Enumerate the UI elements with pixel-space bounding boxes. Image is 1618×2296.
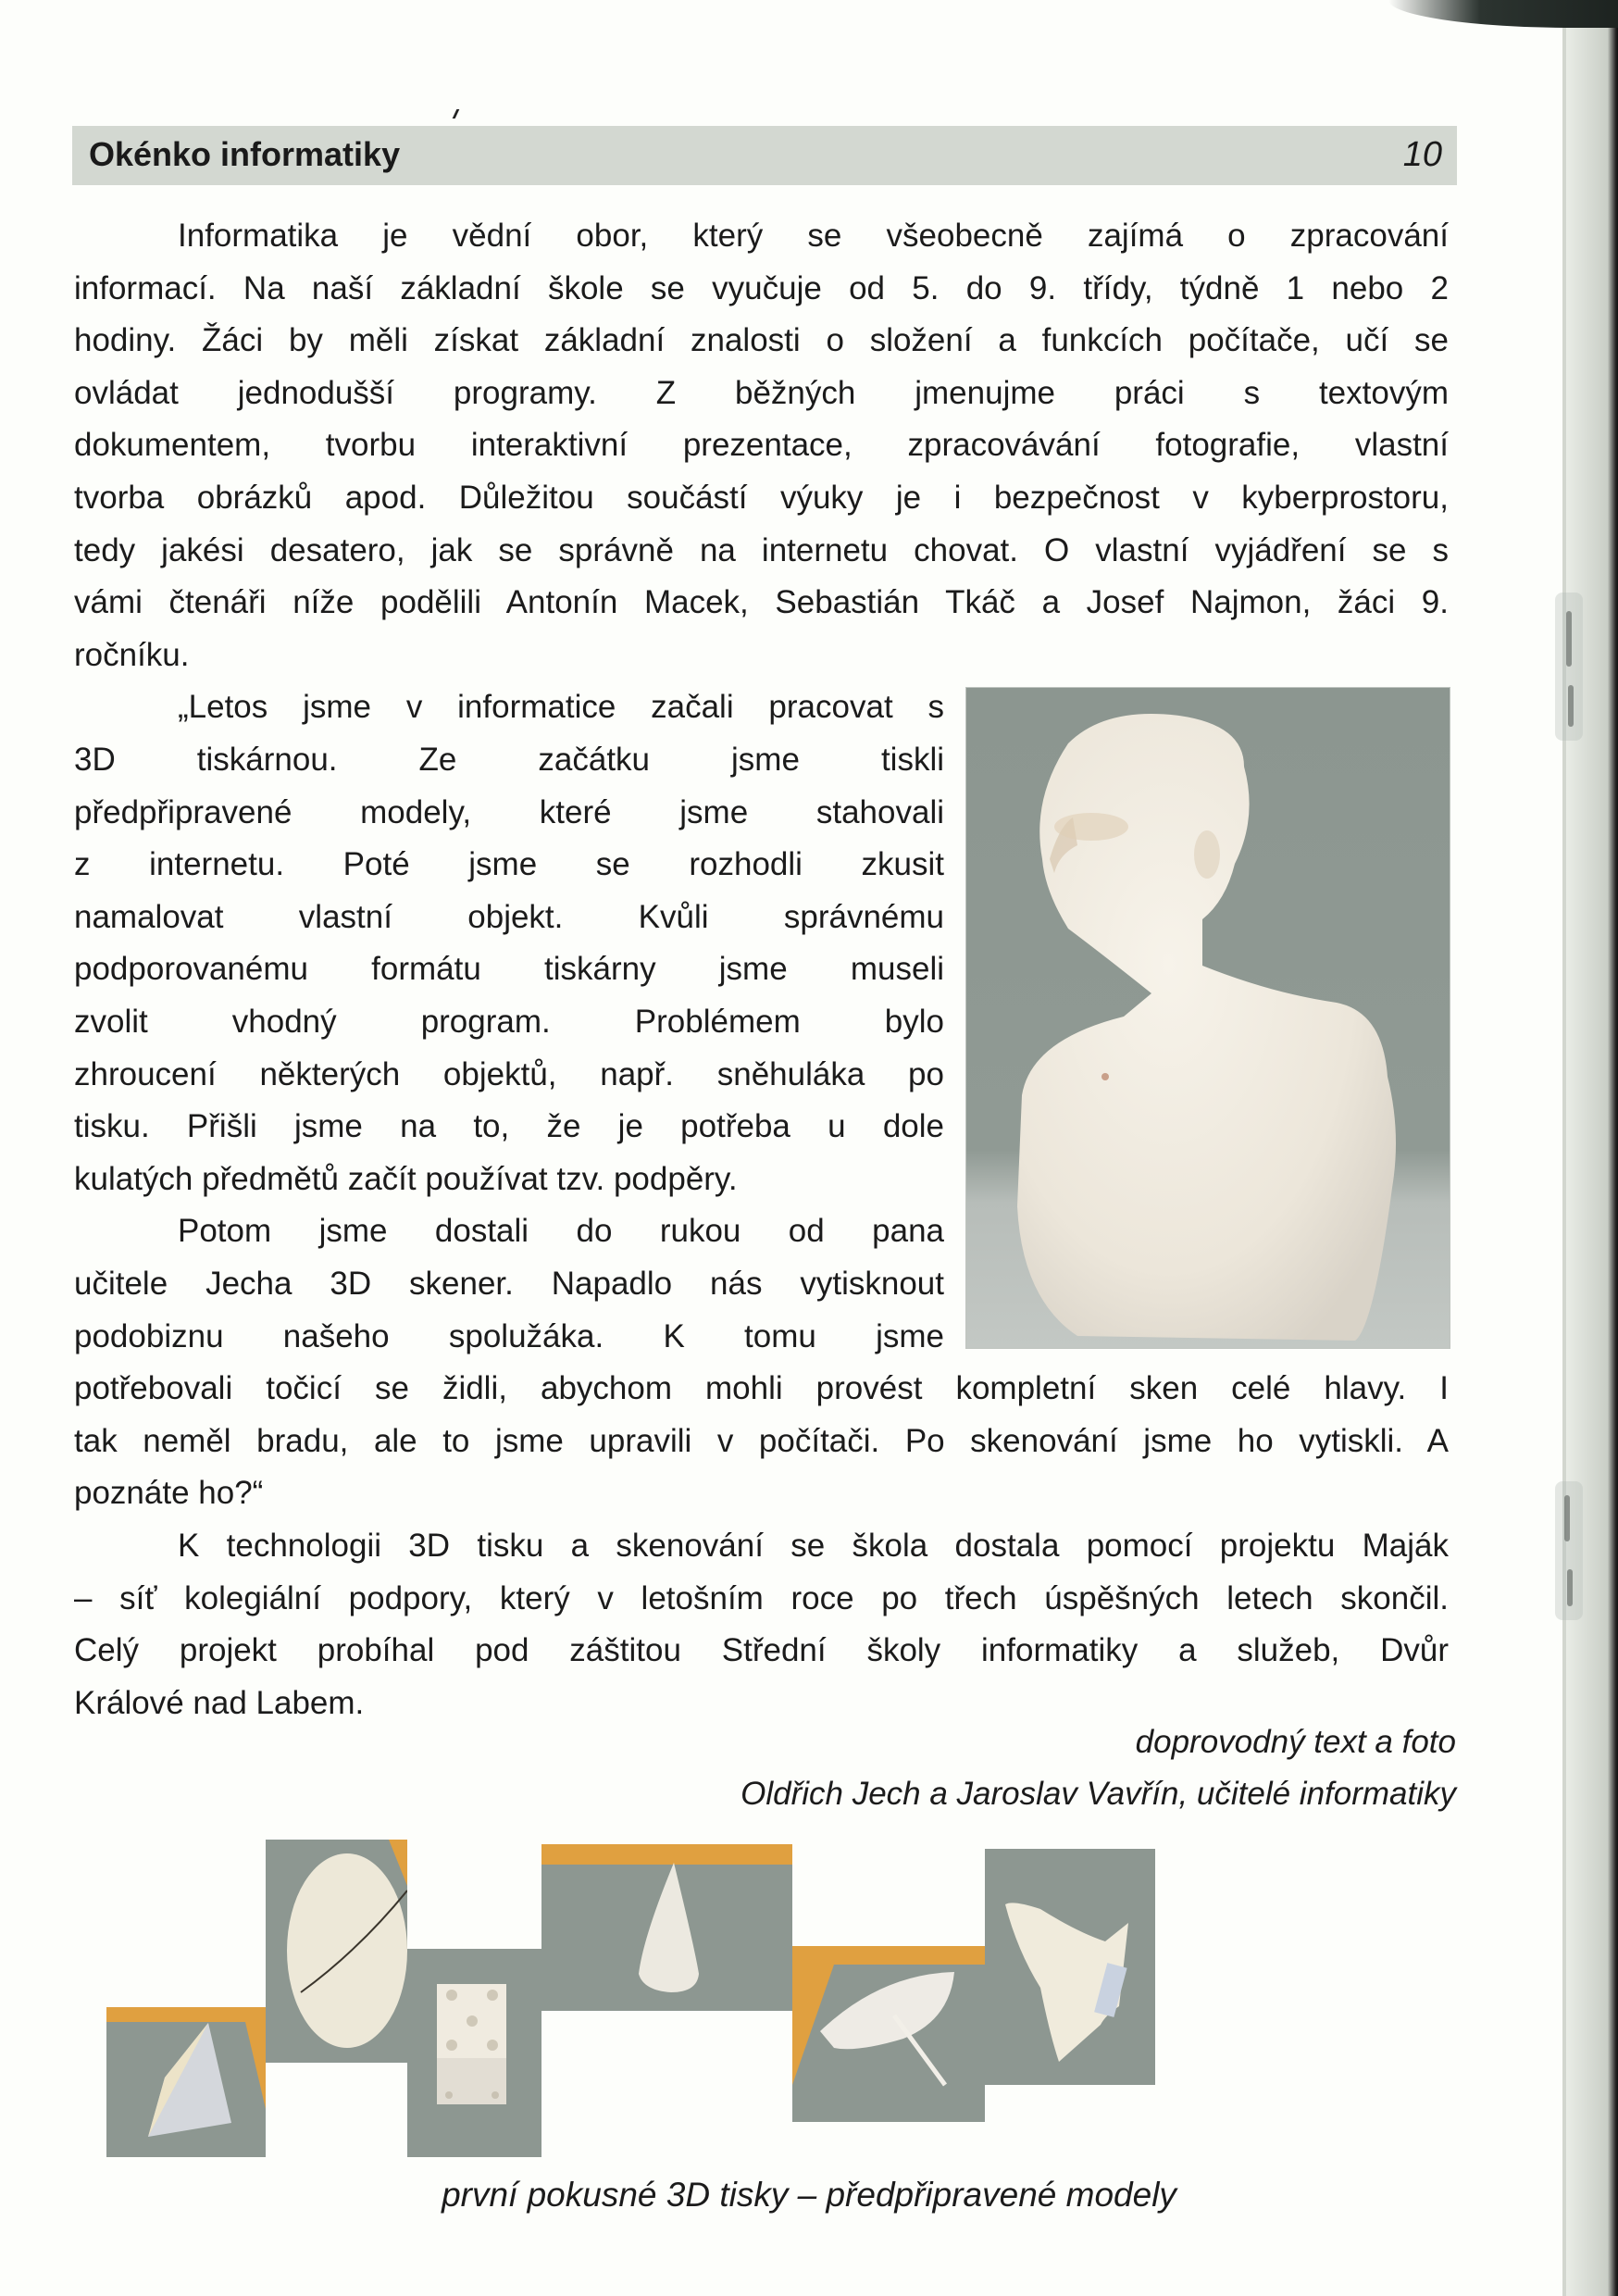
shuttle-figure [985, 1849, 1155, 2085]
boat-photo [792, 1946, 985, 2122]
sphere-figure [266, 1840, 407, 2063]
bust-figure [966, 688, 1450, 1348]
collage-caption: první pokusné 3D tisky – předpřipravené modely [442, 2176, 1176, 2214]
text-line: K technologii 3D tisku a skenování se škola dostala pomocí projektu Maják [178, 1528, 1449, 1564]
cone-photo [541, 1844, 792, 2011]
text-line: tedy jakési desatero, jak se správně na internetu chovat. O vlastní vyjádření se s [74, 532, 1449, 568]
text-line: zhroucení některých objektů, např. sněhuláka po [74, 1056, 944, 1092]
text-line: tak neměl bradu, ale to jsme upravili v počítači. Po skenování jsme ho vytiskli. A [74, 1423, 1449, 1459]
boat-figure [792, 1946, 985, 2122]
text-line: potřebovali točicí se židli, abychom mohli provést kompletní sken celé hlavy. I [74, 1370, 1449, 1406]
text-line: tvorba obrázků apod. Důležitou součástí výuky je i bezpečnost v kyberprostoru, [74, 480, 1449, 516]
text-line: 3D tiskárnou. Ze začátku jsme tiskli [74, 742, 944, 778]
shuttle-photo [985, 1849, 1155, 2085]
text-line: „Letos jsme v informatice začali pracovat s [178, 689, 944, 725]
text-line: poznáte ho?“ [74, 1475, 264, 1511]
text-line: dokumentem, tvorbu interaktivní prezentace, zpracovávání fotografie, vlastní [74, 427, 1449, 463]
pyramid-figure [106, 2007, 266, 2157]
tape-mark [1555, 1481, 1583, 1620]
text-line: ovládat jednodušší programy. Z běžných jmenujme práci s textovým [74, 375, 1449, 411]
text-line: – síť kolegiální podpory, který v letošním roce po třech úspěšných letech skončil. [74, 1580, 1449, 1616]
scan-top-shadow [1388, 0, 1618, 28]
text-line: vámi čtenáři níže podělili Antonín Macek, Sebastián Tkáč a Josef Najmon, žáci 9. [74, 584, 1449, 620]
tape-mark [1555, 593, 1583, 741]
text-line: kulatých předmětů začít používat tzv. podpěry. [74, 1161, 738, 1197]
text-line: podobiznu našeho spolužáka. K tomu jsme [74, 1318, 944, 1354]
bust-photo [965, 687, 1450, 1349]
text-line: tisku. Přišli jsme na to, že je potřeba u dole [74, 1108, 944, 1144]
binding-shadow [1566, 28, 1618, 2296]
sphere-photo [266, 1840, 407, 2063]
text-line: informací. Na naší základní škole se vyučuje od 5. do 9. třídy, týdně 1 nebo 2 [74, 270, 1449, 306]
credit-authors: Oldřich Jech a Jaroslav Vavřín, učitelé informatiky [741, 1776, 1456, 1812]
stray-mark [453, 109, 460, 119]
text-line: Potom jsme dostali do rukou od pana [178, 1213, 944, 1249]
text-line: učitele Jecha 3D skener. Napadlo nás vytisknout [74, 1266, 944, 1302]
pyramid-photo [106, 2007, 266, 2157]
text-line: ročníku. [74, 637, 190, 673]
text-line: namalovat vlastní objekt. Kvůli správnému [74, 899, 944, 935]
section-header [72, 126, 1457, 185]
dice-photo [407, 1949, 541, 2157]
text-line: z internetu. Poté jsme se rozhodli zkusit [74, 846, 944, 882]
text-line: Informatika je vědní obor, který se všeobecně zajímá o zpracování [178, 218, 1449, 254]
text-line: hodiny. Žáci by měli získat základní znalosti o složení a funkcích počítače, učí se [74, 322, 1449, 358]
text-line: podporovanému formátu tiskárny jsme museli [74, 951, 944, 987]
text-line: Králové nad Labem. [74, 1685, 365, 1721]
dice-figure [407, 1949, 541, 2157]
cone-figure [541, 1844, 792, 2011]
section-title: Okénko informatiky [89, 135, 401, 173]
page-number: 10 [1402, 135, 1442, 174]
text-line: předpřipravené modely, které jsme stahovali [74, 794, 944, 830]
text-line: Celý projekt probíhal pod záštitou Střední školy informatiky a služeb, Dvůr [74, 1632, 1449, 1668]
credit-line: doprovodný text a foto [1135, 1724, 1456, 1760]
text-line: zvolit vhodný program. Problémem bylo [74, 1004, 944, 1040]
